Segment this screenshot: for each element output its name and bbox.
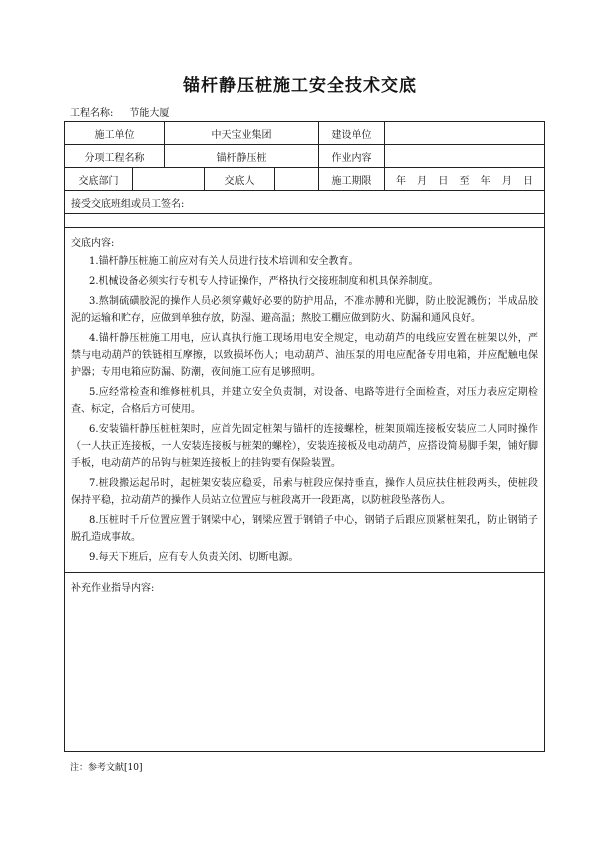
content-paragraph: 3.熬制硫磺胶泥的操作人员必须穿戴好必要的防护用品，不准赤膊和光脚，防止胶泥溅伤；半成品胶泥的运输和贮存，应做到单独存放，防湿、避高温；熬胶工棚应做到防火、防漏和通风良好。 — [71, 296, 539, 324]
signature-field: 接受交底班组或员工签名: — [65, 191, 545, 214]
disclosure-content — [65, 228, 545, 573]
content-paragraph: 1.锚杆静压桩施工前应对有关人员进行技术培训和安全教育。 — [89, 256, 359, 267]
content-paragraph: 6.安装锚杆静压桩桩架时，应首先固定桩架与锚杆的连接螺栓，桩架顶端连接板安装应二人同时操作（一人扶正连接板，一人安装连接板与桩架的螺栓），安装连接板及电动葫芦，应搭设简易脚手架，铺好脚手板，电动葫芦的吊钩与桩架连接板上的挂钩要有保险装置。 — [71, 424, 539, 469]
value-construction-unit: 中天宝业集团 — [165, 122, 319, 145]
project-label: 工程名称: — [70, 108, 114, 119]
label-work-content: 作业内容 — [319, 145, 385, 168]
table-row — [65, 214, 545, 228]
value-discloser — [275, 168, 319, 191]
value-work-content — [385, 145, 545, 168]
label-department: 交底部门 — [65, 168, 133, 191]
value-owner-unit — [385, 122, 545, 145]
reference-note: 注：参考文献[10] — [70, 763, 143, 773]
document-title: 锚杆静压桩施工安全技术交底 — [183, 76, 417, 96]
value-subproject: 锚杆静压桩 — [165, 145, 319, 168]
content-paragraph: 4.锚杆静压桩施工用电，应认真执行施工现场用电安全规定，电动葫芦的电线应安置在桩架以外，严禁与电动葫芦的铁链相互摩擦，以致损坏伤人；电动葫芦、油压泵的用电应配备专用电箱，并应配触电保护器；专用电箱应防漏、防潮，夜间施工应有足够照明。 — [71, 333, 539, 378]
label-owner-unit: 建设单位 — [319, 122, 385, 145]
table-row — [65, 228, 545, 573]
label-subproject: 分项工程名称 — [65, 145, 165, 168]
label-construction-unit: 施工单位 — [65, 122, 165, 145]
content-paragraph: 8.压桩时千斤位置应置于钢梁中心，钢梁应置于钢销子中心，钢销子后跟应顶紧桩架孔，防止钢销子脱孔造成事故。 — [71, 515, 539, 543]
content-paragraph: 5.应经常检查和维修桩机具，并建立安全负责制，对设备、电路等进行全面检查，对压力表应定期检查、标定，合格后方可使用。 — [71, 387, 539, 415]
label-discloser: 交底人 — [205, 168, 275, 191]
blank-row — [65, 214, 545, 228]
table-row — [65, 168, 545, 191]
value-department — [133, 168, 205, 191]
content-paragraph: 9.每天下班后，应有专人负责关闭、切断电源。 — [89, 552, 299, 563]
table-row — [65, 145, 545, 168]
content-paragraph: 2.机械设备必须实行专机专人持证操作，严格执行交接班制度和机具保养制度。 — [89, 276, 439, 287]
label-period: 施工期限 — [319, 168, 385, 191]
table-row — [65, 573, 545, 752]
table-row — [65, 191, 545, 214]
content-paragraph: 7.桩段搬运起吊时，起桩架安装应稳妥，吊索与桩段应保持垂直，操作人员应扶住桩段两头，使桩段保持平稳，拉动葫芦的操作人员站立位置应与桩段离开一段距离，以防桩段坠落伤人。 — [71, 478, 539, 506]
supplement-field: 补充作业指导内容: — [65, 573, 545, 752]
value-period: 年 月 日 至 年 月 日 — [385, 168, 545, 191]
project-value: 节能大厦 — [129, 108, 170, 119]
project-line — [70, 104, 169, 119]
table-row — [65, 122, 545, 145]
disclosure-table — [64, 121, 545, 752]
content-heading: 交底内容: — [71, 238, 115, 249]
